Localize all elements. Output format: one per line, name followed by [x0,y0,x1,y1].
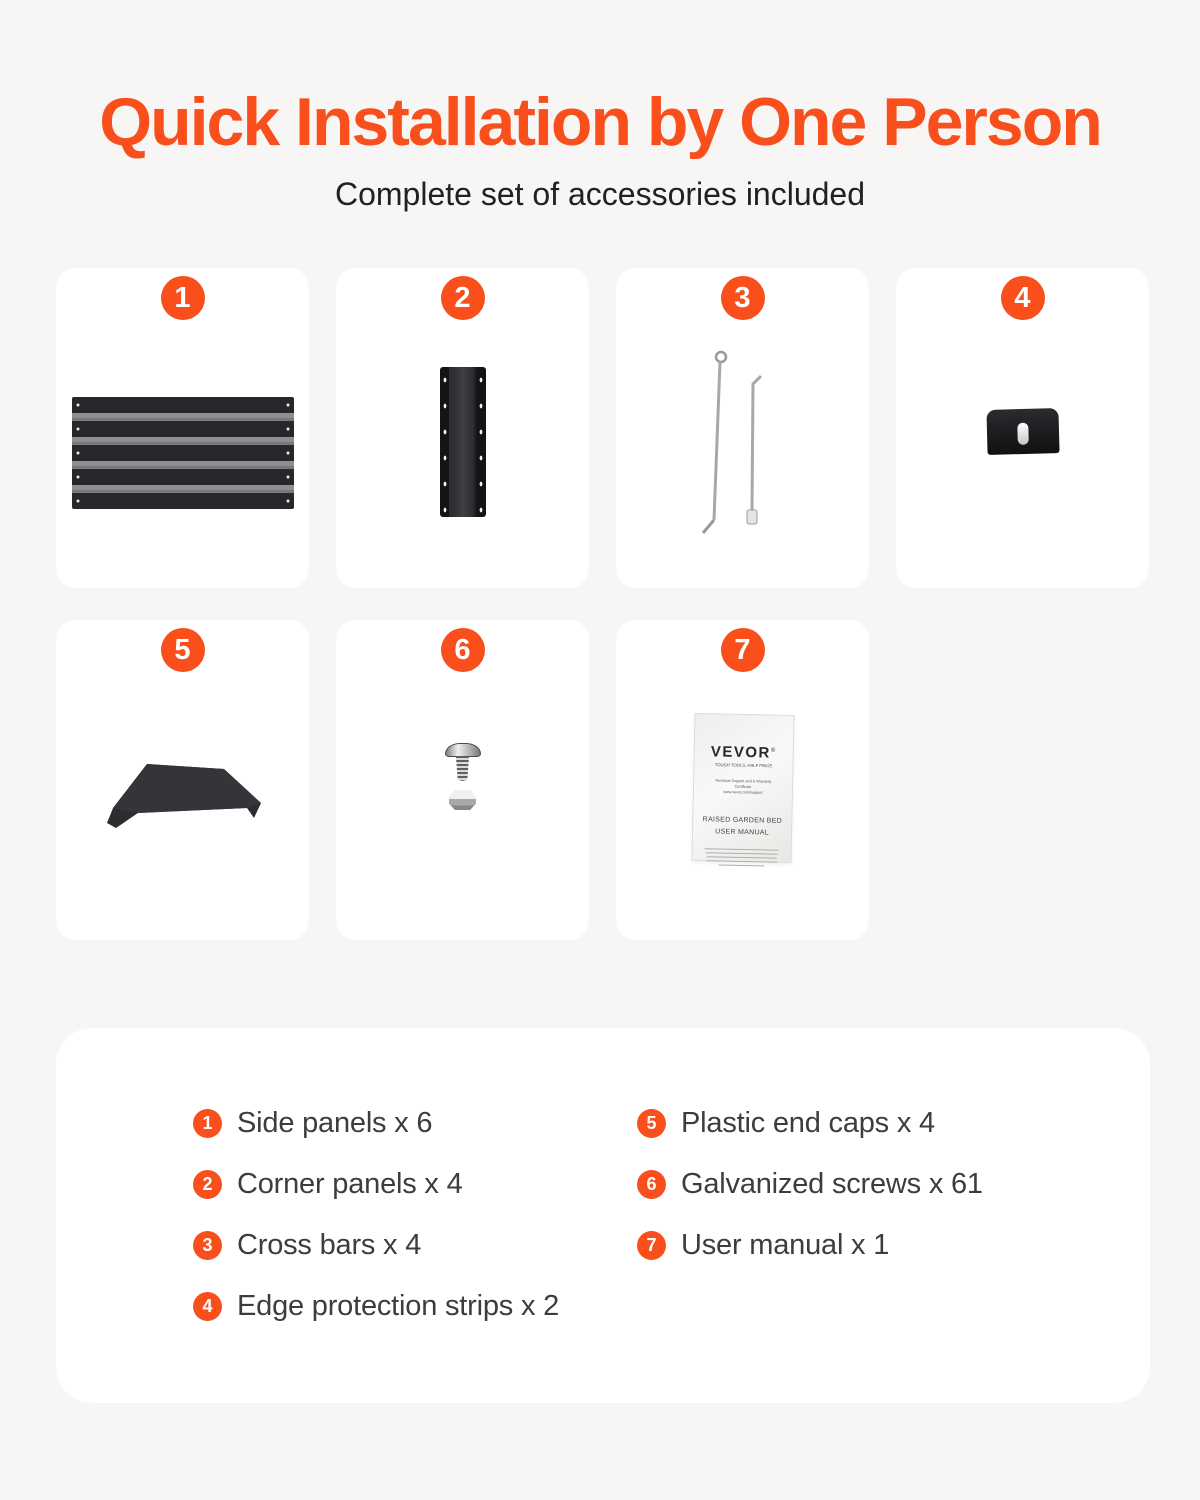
part-number-badge-2 [441,276,485,320]
legend-label-cross-bars: Cross bars x 4 [237,1228,422,1261]
legend-item-corner-panels [193,1169,637,1199]
legend-item-user-manual [637,1230,1150,1260]
manual-fine-print [692,848,790,868]
part-card-cross-bars [616,268,869,588]
manual-brand-text: VEVOR [710,743,771,762]
part-card-side-panels [56,268,309,588]
part-number-7: 7 [734,633,751,666]
page-title: Quick Installation by One Person [99,84,1101,160]
registered-mark: ® [770,747,777,754]
part-card-user-manual [616,620,869,940]
legend-label-screws: Galvanized screws x 61 [681,1167,983,1200]
side-panel-icon [72,397,294,509]
hex-nut [449,790,476,810]
part-number-5: 5 [174,633,191,666]
legend-number-badge-1: 1 [193,1109,222,1138]
legend-number-badge-3: 3 [193,1231,222,1260]
legend-label-user-manual: User manual x 1 [681,1228,890,1261]
part-number-2: 2 [454,281,471,314]
cross-bars-icon [698,348,788,548]
manual-doc-title-line2: USER MANUAL [714,828,769,837]
part-art-area-5 [56,672,309,940]
part-number-badge-6 [441,628,485,672]
part-number-3: 3 [734,281,751,314]
manual-support-line: Technical Support and E-Warranty Certificate [714,779,771,790]
part-art-area-6 [336,672,589,940]
user-manual-icon [691,713,794,863]
legend-label-edge-strips: Edge protection strips x 2 [237,1289,560,1322]
legend-label-end-caps: Plastic end caps x 4 [681,1106,935,1139]
manual-doc-title [692,814,790,840]
part-number-1: 1 [174,281,191,314]
part-number-4: 4 [1014,281,1031,314]
galvanized-screw-icon [445,743,481,810]
legend-column-left [193,1108,637,1352]
manual-brand-logo [694,744,792,761]
manual-doc-title-line1: RAISED GARDEN BED [702,816,782,825]
legend-item-end-caps [637,1108,1150,1138]
legend-card [56,1028,1150,1403]
part-art-area-1 [56,320,309,588]
part-art-area-2 [336,320,589,588]
legend-item-edge-strips [193,1291,637,1321]
part-card-corner-panels [336,268,589,588]
part-art-area-4 [896,320,1149,588]
manual-support-lines [712,778,773,796]
edge-protection-strip-icon [986,408,1059,455]
legend-column-right [637,1108,1150,1352]
part-art-area-7 [616,672,869,940]
legend-item-side-panels [193,1108,637,1138]
legend-number-badge-4: 4 [193,1292,222,1321]
legend-label-side-panels: Side panels x 6 [237,1106,433,1139]
part-number-badge-5 [161,628,205,672]
part-number-badge-7 [721,628,765,672]
bolt-shaft [455,756,470,781]
legend-label-corner-panels: Corner panels x 4 [237,1167,463,1200]
legend-number-badge-5: 5 [637,1109,666,1138]
corner-panel-icon [440,367,486,517]
legend-number-badge-6: 6 [637,1170,666,1199]
part-number-6: 6 [454,633,471,666]
legend-number-badge-7: 7 [637,1231,666,1260]
legend-item-cross-bars [193,1230,637,1260]
manual-support-url: www.vevor.com/support [722,790,763,796]
part-number-badge-4 [1001,276,1045,320]
part-card-edge-strips [896,268,1149,588]
legend-item-screws [637,1169,1150,1199]
parts-grid [56,268,1150,940]
part-number-badge-3 [721,276,765,320]
part-art-area-3 [616,320,869,588]
legend-number-badge-2: 2 [193,1170,222,1199]
part-card-screws [336,620,589,940]
manual-tagline: TOUGH TOOLS, HALF PRICE [714,763,772,769]
part-card-end-caps [56,620,309,940]
bolt-head [445,743,481,757]
page-subtitle: Complete set of accessories included [334,176,866,212]
part-number-badge-1 [161,276,205,320]
plastic-end-cap-icon [103,763,263,833]
